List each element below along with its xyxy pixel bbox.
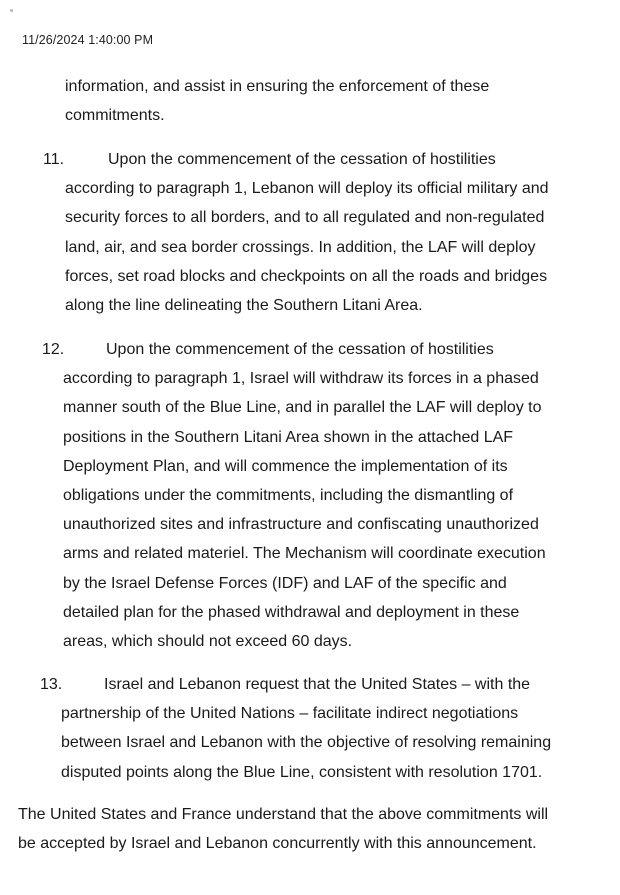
text-line: detailed plan for the phased withdrawal and deployment in these bbox=[63, 603, 520, 621]
text-line: Deployment Plan, and will commence the implementation of its bbox=[63, 457, 508, 475]
text-line: areas, which should not exceed 60 days. bbox=[63, 632, 353, 650]
text-line: information, and assist in ensuring the enforcement of these bbox=[65, 78, 490, 95]
paragraph-11 bbox=[65, 145, 549, 320]
text-line: arms and related materiel. The Mechanism will coordinate execution bbox=[63, 545, 546, 563]
paragraph-number-11: 11. bbox=[43, 151, 65, 168]
text-line: Upon the commencement of the cessation of hostilities bbox=[106, 341, 494, 358]
paragraph-number-12: 12. bbox=[42, 341, 65, 358]
closing-statement bbox=[18, 800, 548, 858]
text-line: partnership of the United Nations – facilitate indirect negotiations bbox=[61, 705, 519, 723]
text-line: forces, set road blocks and checkpoints on all the roads and bridges bbox=[65, 267, 548, 285]
print-timestamp: 11/26/2024 1:40:00 PM bbox=[22, 33, 154, 47]
text-line: by the Israel Defense Forces (IDF) and LAF of the specific and bbox=[63, 574, 507, 592]
text-line: between Israel and Lebanon with the objective of resolving remaining bbox=[61, 734, 552, 752]
paragraph-13 bbox=[61, 670, 551, 787]
scan-artifact bbox=[10, 9, 13, 12]
text-line: according to paragraph 1, Israel will withdraw its forces in a phased bbox=[63, 370, 539, 388]
text-line: disputed points along the Blue Line, consistent with resolution 1701. bbox=[61, 763, 543, 781]
paragraph-number-13: 13. bbox=[40, 676, 63, 693]
text-line: Upon the commencement of the cessation of hostilities bbox=[108, 151, 496, 168]
text-line: unauthorized sites and infrastructure and confiscating unauthorized bbox=[63, 516, 539, 534]
text-line: Israel and Lebanon request that the United States – with the bbox=[104, 676, 531, 693]
text-line: along the line delineating the Southern Litani Area. bbox=[65, 296, 423, 314]
text-line: be accepted by Israel and Lebanon concurrently with this announcement. bbox=[18, 835, 537, 853]
text-line: commitments. bbox=[65, 107, 165, 125]
text-line: The United States and France understand that the above commitments will bbox=[18, 806, 549, 823]
paragraph-12 bbox=[63, 335, 546, 656]
text-line: land, air, and sea border crossings. In addition, the LAF will deploy bbox=[65, 238, 536, 256]
text-line: manner south of the Blue Line, and in parallel the LAF will deploy to bbox=[63, 399, 542, 417]
text-line: obligations under the commitments, including the dismantling of bbox=[63, 486, 514, 504]
continuation-paragraph bbox=[65, 72, 489, 130]
text-line: positions in the Southern Litani Area shown in the attached LAF bbox=[63, 428, 514, 446]
text-line: according to paragraph 1, Lebanon will deploy its official military and bbox=[65, 180, 549, 198]
text-line: security forces to all borders, and to all regulated and non-regulated bbox=[65, 209, 545, 227]
